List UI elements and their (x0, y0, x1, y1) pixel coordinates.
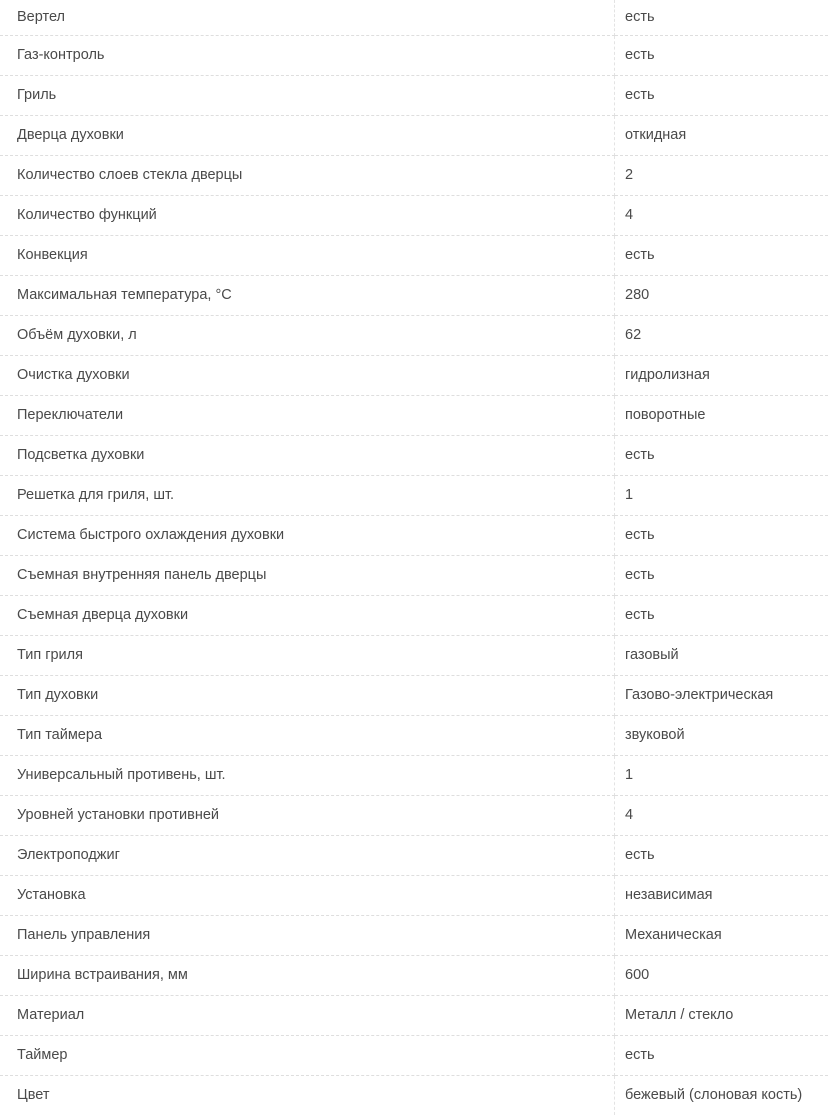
spec-row (0, 316, 828, 356)
spec-name: Газ-контроль (0, 36, 615, 76)
spec-name: Гриль (0, 76, 615, 116)
spec-row (0, 116, 828, 156)
spec-name: Объём духовки, л (0, 316, 615, 356)
spec-value: есть (615, 596, 828, 636)
spec-name: Очистка духовки (0, 356, 615, 396)
spec-value: 600 (615, 956, 828, 996)
spec-value: 1 (615, 756, 828, 796)
spec-row (0, 276, 828, 316)
spec-row (0, 1076, 828, 1115)
spec-row (0, 436, 828, 476)
spec-name: Установка (0, 876, 615, 916)
spec-row (0, 0, 828, 36)
spec-value: есть (615, 516, 828, 556)
spec-row (0, 996, 828, 1036)
spec-name: Материал (0, 996, 615, 1036)
spec-value: бежевый (слоновая кость) (615, 1076, 828, 1115)
spec-name: Конвекция (0, 236, 615, 276)
spec-value: Металл / стекло (615, 996, 828, 1036)
spec-name: Решетка для гриля, шт. (0, 476, 615, 516)
spec-name: Тип духовки (0, 676, 615, 716)
spec-value: есть (615, 76, 828, 116)
spec-value: есть (615, 1036, 828, 1076)
spec-name: Универсальный противень, шт. (0, 756, 615, 796)
spec-name: Уровней установки противней (0, 796, 615, 836)
spec-name: Таймер (0, 1036, 615, 1076)
spec-value: откидная (615, 116, 828, 156)
spec-value: Газово-электрическая (615, 676, 828, 716)
spec-name: Ширина встраивания, мм (0, 956, 615, 996)
spec-name: Вертел (0, 0, 615, 36)
spec-value: есть (615, 836, 828, 876)
spec-value: 4 (615, 196, 828, 236)
spec-value: есть (615, 0, 828, 36)
spec-value: есть (615, 36, 828, 76)
spec-row (0, 476, 828, 516)
spec-name: Максимальная температура, °C (0, 276, 615, 316)
spec-row (0, 356, 828, 396)
spec-row (0, 916, 828, 956)
spec-name: Дверца духовки (0, 116, 615, 156)
spec-row (0, 676, 828, 716)
spec-name: Съемная внутренняя панель дверцы (0, 556, 615, 596)
spec-row (0, 76, 828, 116)
spec-value: звуковой (615, 716, 828, 756)
spec-row (0, 716, 828, 756)
spec-name: Количество функций (0, 196, 615, 236)
spec-row (0, 396, 828, 436)
spec-value: независимая (615, 876, 828, 916)
spec-name: Тип таймера (0, 716, 615, 756)
spec-value: есть (615, 556, 828, 596)
spec-value: 1 (615, 476, 828, 516)
spec-row (0, 756, 828, 796)
spec-row (0, 956, 828, 996)
spec-name: Электроподжиг (0, 836, 615, 876)
spec-row (0, 516, 828, 556)
spec-value: 280 (615, 276, 828, 316)
spec-row (0, 556, 828, 596)
spec-value: есть (615, 236, 828, 276)
spec-name: Переключатели (0, 396, 615, 436)
spec-name: Подсветка духовки (0, 436, 615, 476)
spec-name: Цвет (0, 1076, 615, 1115)
spec-row (0, 196, 828, 236)
spec-name: Панель управления (0, 916, 615, 956)
spec-value: есть (615, 436, 828, 476)
spec-value: гидролизная (615, 356, 828, 396)
spec-row (0, 876, 828, 916)
spec-value: 2 (615, 156, 828, 196)
spec-value: Механическая (615, 916, 828, 956)
spec-name: Система быстрого охлаждения духовки (0, 516, 615, 556)
spec-row (0, 796, 828, 836)
spec-value: поворотные (615, 396, 828, 436)
spec-name: Съемная дверца духовки (0, 596, 615, 636)
spec-row (0, 1036, 828, 1076)
spec-row (0, 836, 828, 876)
spec-value: газовый (615, 636, 828, 676)
spec-row (0, 156, 828, 196)
spec-value: 4 (615, 796, 828, 836)
spec-row (0, 596, 828, 636)
spec-value: 62 (615, 316, 828, 356)
spec-row (0, 636, 828, 676)
spec-name: Количество слоев стекла дверцы (0, 156, 615, 196)
spec-row (0, 236, 828, 276)
spec-row (0, 36, 828, 76)
spec-name: Тип гриля (0, 636, 615, 676)
